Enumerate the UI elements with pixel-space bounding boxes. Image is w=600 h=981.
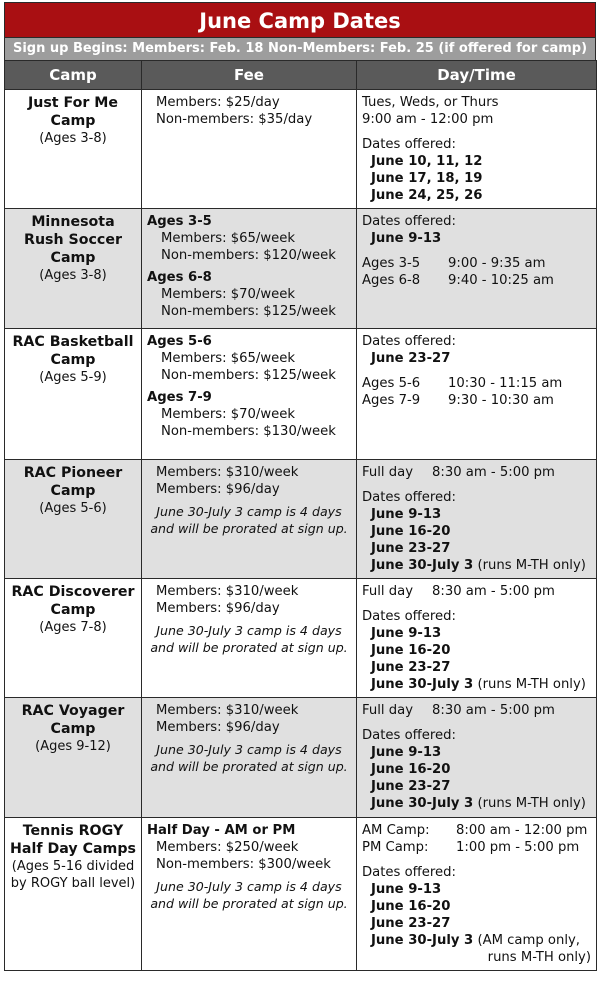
- camp-table: [4, 60, 597, 971]
- fee-line: Non-members: $125/week: [161, 368, 336, 383]
- time-line: [362, 822, 591, 839]
- time-line: [362, 272, 591, 289]
- fee-cell: [142, 90, 357, 209]
- table-row: [5, 329, 597, 460]
- camp-cell: [5, 90, 142, 209]
- fee-title: Half Day - AM or PM: [147, 823, 296, 838]
- fee-line: Members: $70/week: [161, 407, 296, 422]
- date-last: June 30-July 3: [371, 796, 474, 811]
- date-item: June 9-13: [371, 626, 442, 641]
- date-note: (runs M-TH only): [477, 677, 586, 692]
- header-row: [5, 61, 597, 90]
- prorate-note: June 30-July 3 camp is 4 days and will be prorated at sign up.: [150, 742, 348, 774]
- camp-cell: [5, 460, 142, 579]
- full-day-label: Full day: [362, 584, 413, 599]
- table-row: [5, 460, 597, 579]
- table-row: [5, 698, 597, 818]
- date-note: (runs M-TH only): [477, 796, 586, 811]
- dates-label: Dates offered:: [362, 214, 456, 229]
- fee-line: Non-members: $125/week: [161, 304, 336, 319]
- header-day-time: Day/Time: [357, 61, 597, 90]
- date-item: [362, 795, 591, 812]
- daytime-cell: [357, 818, 597, 971]
- daytime-cell: [357, 90, 597, 209]
- date-item: June 16-20: [371, 643, 451, 658]
- time-label: Ages 3-5: [362, 256, 421, 271]
- time-value: 9:40 - 10:25 am: [448, 273, 554, 288]
- date-item: June 23-27: [371, 916, 451, 931]
- date-item: June 16-20: [371, 524, 451, 539]
- dates-label: Dates offered:: [362, 865, 456, 880]
- time-label: Ages 7-9: [362, 393, 421, 408]
- fee-line: Non-members: $130/week: [161, 424, 336, 439]
- full-day-line: [362, 464, 591, 481]
- time-line: [362, 839, 591, 856]
- dates-label: Dates offered:: [362, 334, 456, 349]
- camp-name: RAC Voyager Camp: [21, 703, 125, 737]
- fee-line: Members: $96/day: [156, 482, 280, 497]
- fee-cell: [142, 329, 357, 460]
- date-item: June 10, 11, 12: [371, 154, 483, 169]
- fee-line: Members: $310/week: [156, 584, 299, 599]
- time-line: [362, 392, 591, 409]
- date-item: [362, 557, 591, 574]
- fee-line: Non-members: $120/week: [161, 248, 336, 263]
- date-item: June 9-13: [371, 507, 442, 522]
- date-item: June 16-20: [371, 762, 451, 777]
- camp-name: RAC Discoverer Camp: [11, 584, 135, 618]
- fee-line: Non-members: $300/week: [156, 857, 331, 872]
- camp-name: RAC Basketball Camp: [12, 334, 134, 368]
- schedule-line: Tues, Weds, or Thurs: [362, 95, 499, 110]
- camp-cell: [5, 579, 142, 698]
- date-last: June 30-July 3: [371, 677, 474, 692]
- date-item: June 9-13: [371, 882, 442, 897]
- daytime-cell: [357, 698, 597, 818]
- full-day-line: [362, 583, 591, 600]
- time-label: Ages 5-6: [362, 376, 421, 391]
- time-value: 10:30 - 11:15 am: [448, 376, 563, 391]
- date-item: June 16-20: [371, 899, 451, 914]
- time-value: 8:00 am - 12:00 pm: [456, 823, 588, 838]
- date-item: June 24, 25, 26: [371, 188, 483, 203]
- dates-label: Dates offered:: [362, 609, 456, 624]
- camp-ages: (Ages 3-8): [39, 131, 107, 146]
- camp-cell: [5, 329, 142, 460]
- signup-banner: Sign up Begins: Members: Feb. 18 Non-Members: Feb. 25 (if offered for camp): [4, 38, 596, 60]
- header-camp: Camp: [5, 61, 142, 90]
- camp-ages: (Ages 5-6): [39, 501, 107, 516]
- fee-group-label: Ages 6-8: [147, 270, 212, 285]
- camp-name: Minnesota Rush Soccer Camp: [24, 214, 122, 266]
- fee-cell: [142, 460, 357, 579]
- prorate-note: June 30-July 3 camp is 4 days and will be prorated at sign up.: [150, 504, 348, 536]
- table-row: [5, 579, 597, 698]
- full-day-time: 8:30 am - 5:00 pm: [432, 703, 555, 718]
- camp-ages: (Ages 3-8): [39, 268, 107, 283]
- date-item: June 9-13: [371, 745, 442, 760]
- fee-line: Members: $310/week: [156, 703, 299, 718]
- fee-cell: [142, 818, 357, 971]
- camp-ages: (Ages 9-12): [35, 739, 111, 754]
- prorate-note: June 30-July 3 camp is 4 days and will be prorated at sign up.: [150, 623, 348, 655]
- camp-name: Tennis ROGY Half Day Camps: [10, 823, 136, 857]
- date-item: June 17, 18, 19: [371, 171, 483, 186]
- full-day-label: Full day: [362, 465, 413, 480]
- date-item: June 23-27: [371, 351, 451, 366]
- camp-name: RAC Pioneer Camp: [23, 465, 123, 499]
- time-value: 9:00 - 9:35 am: [448, 256, 546, 271]
- camp-cell: [5, 818, 142, 971]
- date-note-cont: runs M-TH only): [487, 950, 591, 965]
- full-day-label: Full day: [362, 703, 413, 718]
- fee-group-label: Ages 7-9: [147, 390, 212, 405]
- full-day-time: 8:30 am - 5:00 pm: [432, 584, 555, 599]
- time-label: Ages 6-8: [362, 273, 421, 288]
- camp-ages: (Ages 7-8): [39, 620, 107, 635]
- fee-line: Members: $25/day: [156, 95, 280, 110]
- date-item: [362, 932, 591, 949]
- fee-cell: [142, 698, 357, 818]
- daytime-cell: [357, 579, 597, 698]
- fee-group-label: Ages 3-5: [147, 214, 212, 229]
- time-line: [362, 375, 591, 392]
- camp-cell: [5, 209, 142, 329]
- dates-label: Dates offered:: [362, 728, 456, 743]
- fee-line: Members: $96/day: [156, 601, 280, 616]
- camp-ages: (Ages 5-9): [39, 370, 107, 385]
- time-label: PM Camp:: [362, 840, 429, 855]
- camp-ages: (Ages 5-16 divided by ROGY ball level): [10, 859, 136, 891]
- date-item: [362, 676, 591, 693]
- camp-schedule: [4, 2, 596, 971]
- fee-line: Members: $65/week: [161, 231, 296, 246]
- date-last: June 30-July 3: [371, 933, 474, 948]
- full-day-line: [362, 702, 591, 719]
- prorate-note: June 30-July 3 camp is 4 days and will be prorated at sign up.: [150, 879, 348, 911]
- daytime-cell: [357, 329, 597, 460]
- date-last: June 30-July 3: [371, 558, 474, 573]
- camp-name: Just For Me Camp: [27, 95, 119, 129]
- table-row: [5, 818, 597, 971]
- date-item: June 9-13: [371, 231, 442, 246]
- date-note: (AM camp only,: [477, 933, 581, 948]
- fee-line: Members: $250/week: [156, 840, 299, 855]
- fee-line: Non-members: $35/day: [156, 112, 313, 127]
- fee-line: Members: $65/week: [161, 351, 296, 366]
- time-line: [362, 255, 591, 272]
- fee-line: Members: $310/week: [156, 465, 299, 480]
- fee-line: Members: $96/day: [156, 720, 280, 735]
- fee-cell: [142, 579, 357, 698]
- date-note: (runs M-TH only): [477, 558, 586, 573]
- fee-group-label: Ages 5-6: [147, 334, 212, 349]
- page-title: June Camp Dates: [4, 2, 596, 38]
- date-item: June 23-27: [371, 779, 451, 794]
- daytime-cell: [357, 209, 597, 329]
- dates-label: Dates offered:: [362, 490, 456, 505]
- dates-label: Dates offered:: [362, 137, 456, 152]
- table-row: [5, 209, 597, 329]
- fee-line: Members: $70/week: [161, 287, 296, 302]
- time-label: AM Camp:: [362, 823, 430, 838]
- schedule-line: 9:00 am - 12:00 pm: [362, 112, 494, 127]
- full-day-time: 8:30 am - 5:00 pm: [432, 465, 555, 480]
- camp-cell: [5, 698, 142, 818]
- header-fee: Fee: [142, 61, 357, 90]
- time-value: 1:00 pm - 5:00 pm: [456, 840, 580, 855]
- daytime-cell: [357, 460, 597, 579]
- date-item: June 23-27: [371, 541, 451, 556]
- table-row: [5, 90, 597, 209]
- date-item: June 23-27: [371, 660, 451, 675]
- fee-cell: [142, 209, 357, 329]
- time-value: 9:30 - 10:30 am: [448, 393, 554, 408]
